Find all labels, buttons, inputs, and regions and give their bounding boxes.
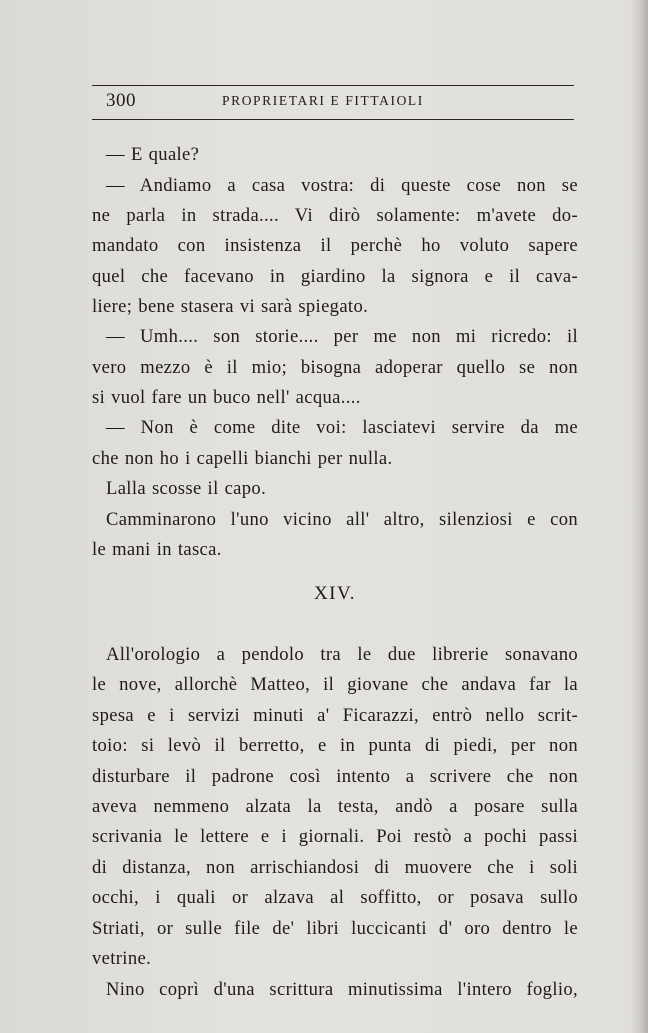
text-line: le mani in tasca. <box>92 539 222 560</box>
text-line: Striati, or sulle file de' libri luccicanti d' oro dentro le <box>92 918 578 939</box>
text-line: quel che facevano in giardino la signora e il cava- <box>92 266 578 287</box>
text-line: occhi, i quali or alzava al soffitto, or posava sullo <box>92 887 578 908</box>
text-line: spesa e i servizi minuti a' Ficarazzi, entrò nello scrit- <box>92 705 578 726</box>
page-edge-shadow <box>630 0 648 1033</box>
text-line: Camminarono l'uno vicino all' altro, silenziosi e con <box>106 509 578 530</box>
text-line: liere; bene stasera vi sarà spiegato. <box>92 296 369 317</box>
text-line: vetrine. <box>92 948 152 969</box>
text-line: aveva nemmeno alzata la testa, andò a posare sulla <box>92 796 578 817</box>
text-line: disturbare il padrone così intento a scrivere che non <box>92 766 578 787</box>
chapter-heading: XIV. <box>313 583 357 604</box>
running-title: PROPRIETARI E FITTAIOLI <box>222 93 424 108</box>
text-line: che non ho i capelli bianchi per nulla. <box>92 448 393 469</box>
text-line: mandato con insistenza il perchè ho voluto sapere <box>92 235 578 256</box>
text-line: vero mezzo è il mio; bisogna adoperar quello se non <box>92 357 578 378</box>
text-line: di distanza, non arrischiandosi di muovere che i soli <box>92 857 578 878</box>
text-line: — Non è come dite voi: lasciatevi servire da me <box>106 417 578 438</box>
running-head <box>92 90 574 116</box>
text-line: — Andiamo a casa vostra: di queste cose non se <box>106 175 578 196</box>
text-line: le nove, allorchè Matteo, il giovane che andava far la <box>92 674 578 695</box>
header-rule-bottom <box>92 119 574 120</box>
text-line: Lalla scosse il capo. <box>106 478 267 499</box>
text-line: si vuol fare un buco nell' acqua.... <box>92 387 361 408</box>
text-line: All'orologio a pendolo tra le due librerie sonavano <box>106 644 578 665</box>
text-line: Nino coprì d'una scrittura minutissima l'intero foglio, <box>106 979 578 1000</box>
text-line: — E quale? <box>106 144 200 165</box>
text-line: scrivania le lettere e i giornali. Poi restò a pochi passi <box>92 826 578 847</box>
page-number: 300 <box>106 90 136 111</box>
text-line: — Umh.... son storie.... per me non mi ricredo: il <box>106 326 578 347</box>
header-rule-top <box>92 85 574 86</box>
text-line: toio: si levò il berretto, e in punta di piedi, per non <box>92 735 578 756</box>
text-line: ne parla in strada.... Vi dirò solamente: m'avete do- <box>92 205 578 226</box>
